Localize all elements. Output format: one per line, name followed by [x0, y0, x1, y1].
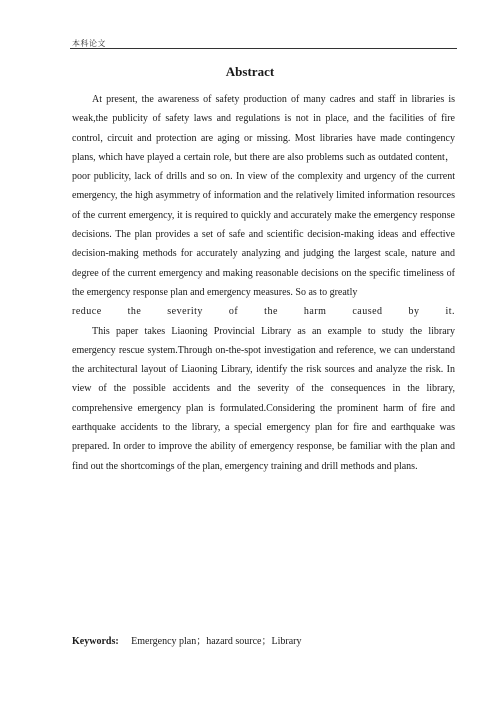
abstract-paragraph-1-tail: reduce the severity of the harm caused by it. [72, 306, 455, 318]
header-label: 本科论文 [72, 39, 106, 48]
abstract-title: Abstract [225, 64, 275, 79]
abstract-body [72, 90, 455, 476]
abstract-paragraph-2 [72, 322, 455, 476]
keywords-label: Keywords: [72, 636, 119, 647]
header-rule [70, 48, 457, 49]
abstract-paragraph-1 [72, 90, 455, 302]
abstract-paragraph-2-text: This paper takes Liaoning Provincial Library as an example to study the library emergency rescue system.Through on-the-spot investigation and reference, we can understand the architectural layout of Liaoning Library, identify the risk sources and analyze the risk. In view of the possible accidents and the severity of the consequences in the library, comprehensive emergency plan is formulated.Considering the prominent harm of fire and earthquake accidents to the library, a special emergency plan for fire and earthquake was prepared. In order to improve the ability of emergency response, be familiar with the plan and find out the shortcomings of the plan, emergency training and drill methods and plans. [72, 325, 455, 472]
keywords-line [72, 632, 301, 647]
abstract-paragraph-1-text: At present, the awareness of safety production of many cadres and staff in libraries is weak,the publicity of safety laws and regulations is not in place, and the facilities of fire control, circuit and protection are aging or missing. Most libraries have made contingency plans, which have played a certain role, but there are also problems such as outdated content，poor publicity, lack of drills and so on. In view of the complexity and urgency of the current emergency, the high asymmetry of information and the relatively limited information resources of the current emergency, it is required to quickly and accurately make the emergency response decisions. The plan provides a set of safe and scientific decision-making ideas and effective decision-making methods for accurately analyzing and judging the largest scale, nature and degree of the current emergency and making reasonable decisions on the specific timeliness of the emergency response plan and emergency measures. So as to greatly [72, 94, 455, 298]
keywords-values: Emergency plan；hazard source；Library [131, 636, 302, 647]
